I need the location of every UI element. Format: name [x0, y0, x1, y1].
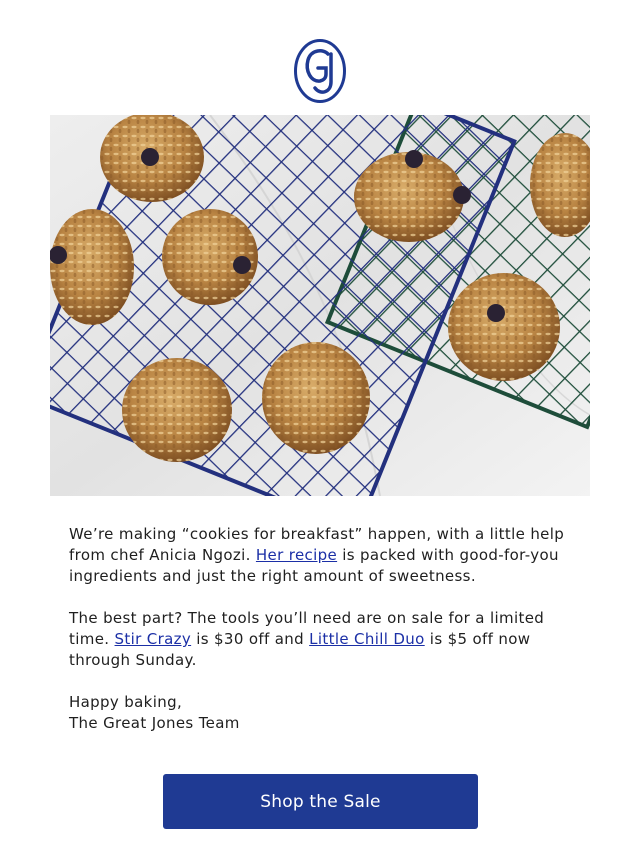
little-chill-duo-link[interactable]: Little Chill Duo	[309, 630, 425, 648]
stir-crazy-link[interactable]: Stir Crazy	[114, 630, 192, 648]
blueberry	[141, 148, 159, 166]
cookie-texture	[122, 358, 232, 462]
gj-monogram-icon	[293, 38, 347, 104]
sale-paragraph	[69, 608, 574, 671]
blueberry	[405, 150, 423, 168]
email-body	[69, 524, 574, 755]
header-logo[interactable]	[0, 38, 640, 104]
intro-text-a: We’re making “cookies for breakfast” happen, with a little help from chef Anicia Ngozi.	[69, 525, 565, 564]
cookie-texture	[50, 209, 134, 325]
cookie-texture	[448, 273, 560, 381]
intro-text-b: is packed with good-for-you ingredients and just the right amount of sweetness.	[69, 546, 559, 585]
sale-text-a: The best part? The tools you’ll need are on sale for a limited time.	[69, 609, 545, 648]
her-recipe-link[interactable]: Her recipe	[255, 546, 338, 564]
sale-text-b: is $30 off and	[191, 630, 310, 648]
blueberry	[487, 304, 505, 322]
intro-paragraph	[69, 524, 574, 587]
signoff-text: Happy baking,	[69, 693, 183, 711]
signoff-block	[69, 692, 574, 734]
breakfast-cookies-photo	[50, 115, 590, 496]
signature-text: The Great Jones Team	[69, 714, 240, 732]
hero-image	[50, 115, 590, 496]
blueberry	[233, 256, 251, 274]
blueberry	[453, 186, 471, 204]
sale-text-c: is $5 off now through Sunday.	[69, 630, 531, 669]
cookie-texture	[262, 342, 370, 454]
shop-the-sale-button[interactable]: Shop the Sale	[163, 774, 478, 829]
